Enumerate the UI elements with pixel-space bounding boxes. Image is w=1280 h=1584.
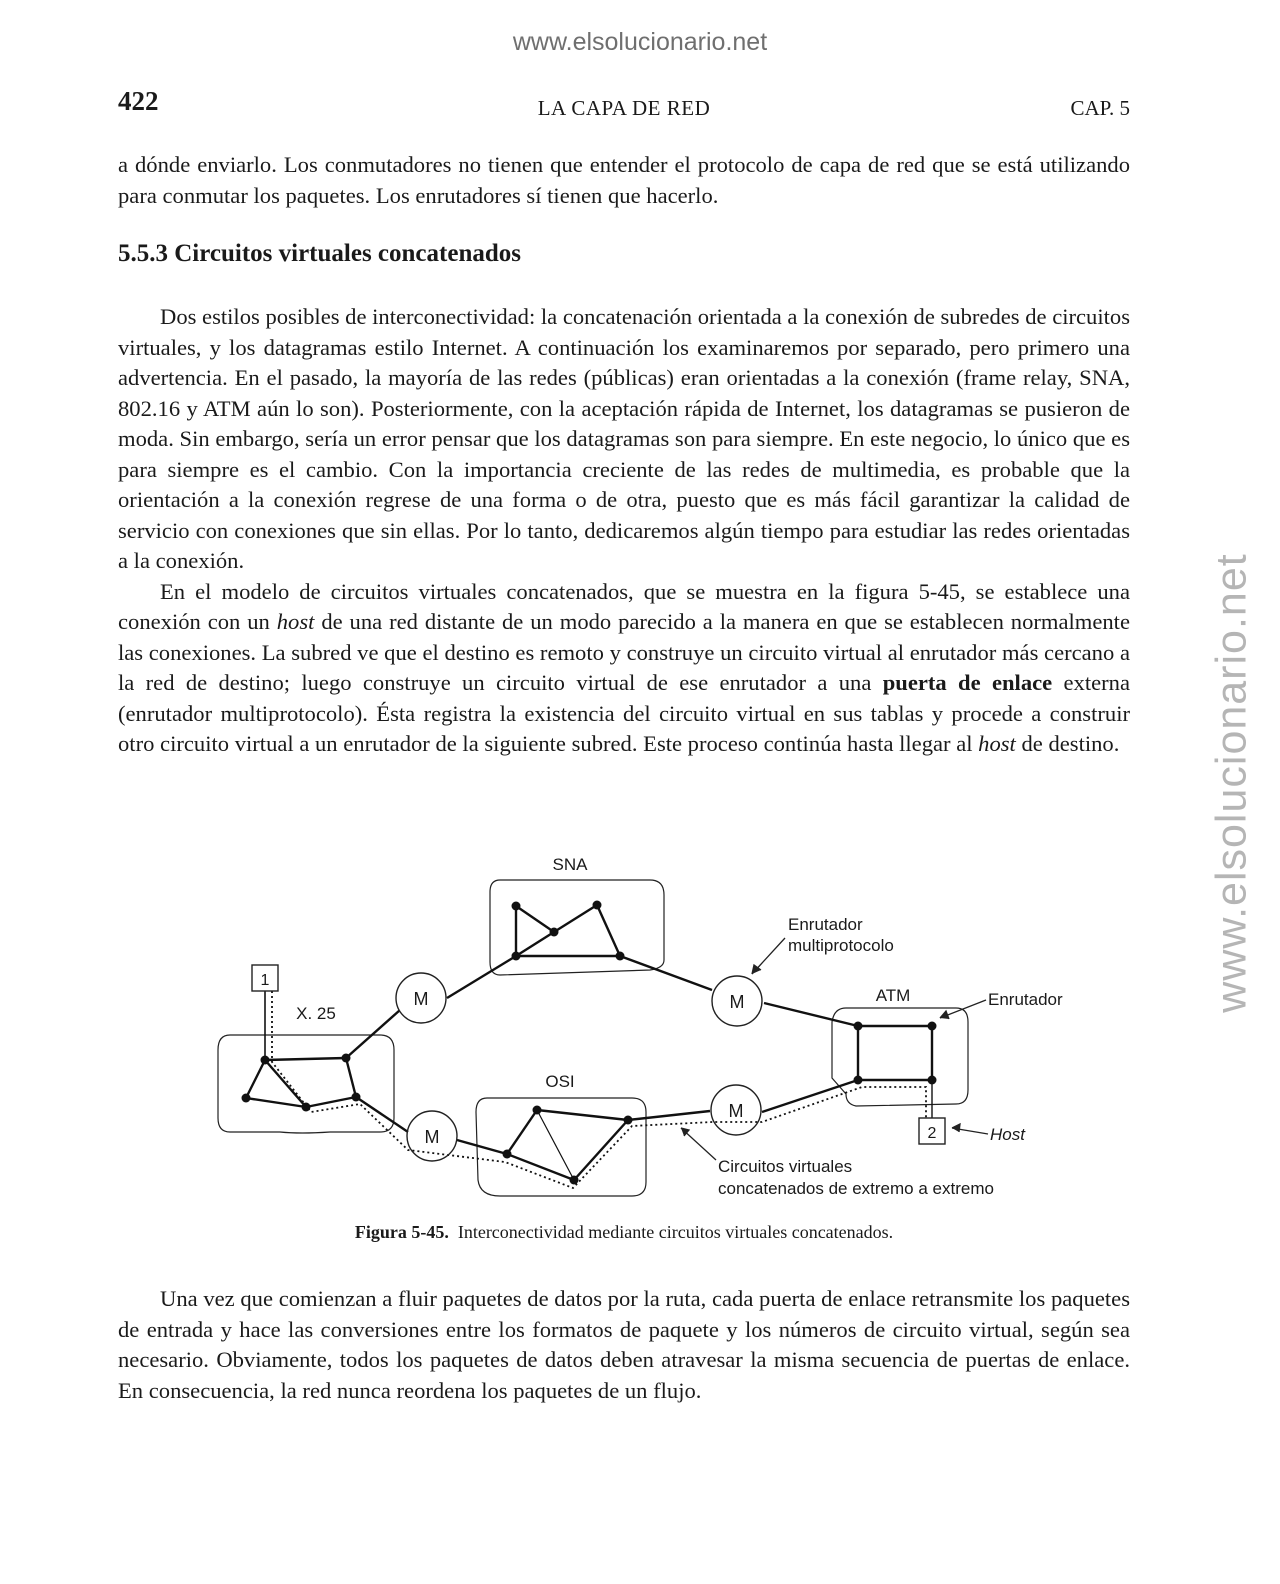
multiprotocol-router-1 (396, 973, 446, 1023)
circuits-label-1: Circuitos virtuales (718, 1157, 853, 1176)
paragraph-3-part-4: de destino. (1015, 731, 1120, 756)
svg-text:2: 2 (927, 1125, 937, 1142)
multiprotocol-router-4 (711, 1085, 761, 1135)
sna-label: SNA (552, 855, 588, 874)
gateway-term: puerta de enlace (882, 670, 1053, 695)
paragraph-2: Dos estilos posibles de interconectividad: la concatenación orientada a la conexión de subredes de circuitos virtuales, y los datagramas estilo Internet. A continuación los examinaremos por separado, pero primero una advertencia. En el pasado, la mayoría de las redes (públicas) eran orientadas a la conexión (frame relay, SNA, 802.16 y ATM aún lo son). Posteriormente, con la aceptación rápida de Internet, los datagramas se pusieron de moda. Sin embargo, sería un error pensar que los datagramas son para siempre. En este negocio, lo único que es para siempre es el cambio. Con la importancia creciente de las redes de multimedia, es probable que la orientación a la conexión regrese de una forma o de otra, puesto que es más fácil garantizar la calidad de servicio con conexiones que sin ellas. Por lo tanto, dedicaremos algún tiempo para estudiar las redes orientadas a la conexión. (118, 304, 1130, 573)
watermark-side: www.elsolucionario.net (1207, 553, 1256, 1013)
paragraph-4: Una vez que comienzan a fluir paquetes de datos por la ruta, cada puerta de enlace retransmite los paquetes de entrada y hace las conversiones entre los formatos de paquete y los números de circuito virtual, según sea necesario. Obviamente, todos los paquetes de datos deben atravesar la misma secuencia de puertas de enlace. En consecuencia, la red nunca reordena los paquetes de un flujo. (118, 1286, 1130, 1403)
host-1-box (252, 965, 278, 991)
multiprotocol-router-label-2: multiprotocolo (788, 936, 894, 955)
chapter-label: CAP. 5 (1070, 96, 1130, 120)
watermark-top: www.elsolucionario.net (512, 28, 768, 56)
caption-label: Figura 5-45. (354, 1222, 449, 1242)
host-2-box (919, 1118, 945, 1144)
x25-network-blob (218, 1035, 394, 1133)
router-label: Enrutador (988, 990, 1063, 1009)
paragraph-3-part-1: En el modelo de circuitos virtuales concatenados, que se muestra en la figura 5-45, se establece una conexión con un (118, 578, 1130, 634)
svg-text:M: M (413, 989, 429, 1009)
paragraph-3 (118, 577, 1130, 760)
host-label: Host (990, 1125, 1025, 1144)
svg-text:M: M (728, 1101, 744, 1121)
paragraph-1-block (118, 150, 1130, 211)
host-term-1: host (276, 609, 315, 634)
multiprotocol-router-label-1: Enrutador (788, 915, 863, 934)
svg-text:1: 1 (260, 972, 270, 989)
body-text (118, 302, 1130, 760)
host-term-2: host (978, 731, 1016, 756)
atm-label: ATM (875, 986, 911, 1005)
network-diagram (180, 848, 1100, 1198)
circuits-label-2: concatenados de extremo a extremo (718, 1179, 994, 1198)
running-title: LA CAPA DE RED (537, 96, 711, 120)
svg-text:M: M (424, 1127, 440, 1147)
paragraph-4-block (118, 1284, 1130, 1406)
svg-text:M: M (729, 992, 745, 1012)
figure-5-45 (180, 848, 1100, 1198)
page-header (118, 86, 1130, 122)
caption-text: Interconectividad mediante circuitos virtuales concatenados. (457, 1222, 894, 1242)
osi-label: OSI (545, 1072, 575, 1091)
x25-label: X. 25 (296, 1004, 336, 1023)
figure-caption (0, 1222, 1248, 1243)
atm-network-blob (832, 1008, 968, 1106)
paragraph-3-part-2: de una red distante de un modo parecido a la manera en que se establecen normalmente las conexiones. La subred ve que el destino es remoto y construye un circuito virtual al enrutador más cercano a la red de destino; luego construye un circuito virtual de ese enrutador a una (118, 609, 1130, 695)
paragraph-3-part-3: externa (enrutador multiprotocolo). Ésta registra la existencia del circuito virtual en sus tablas y procede a construir otro circuito virtual a un enrutador de la siguiente subred. Este proceso continúa hasta llegar al (118, 670, 1130, 756)
paragraph-1: a dónde enviarlo. Los conmutadores no tienen que entender el protocolo de capa de red que se está utilizando para conmutar los paquetes. Los enrutadores sí tienen que hacerlo. (118, 152, 1130, 208)
section-title: 5.5.3 Circuitos virtuales concatenados (118, 240, 521, 267)
multiprotocol-router-3 (407, 1111, 457, 1161)
multiprotocol-router-2 (712, 976, 762, 1026)
page-number: 422 (118, 86, 159, 116)
